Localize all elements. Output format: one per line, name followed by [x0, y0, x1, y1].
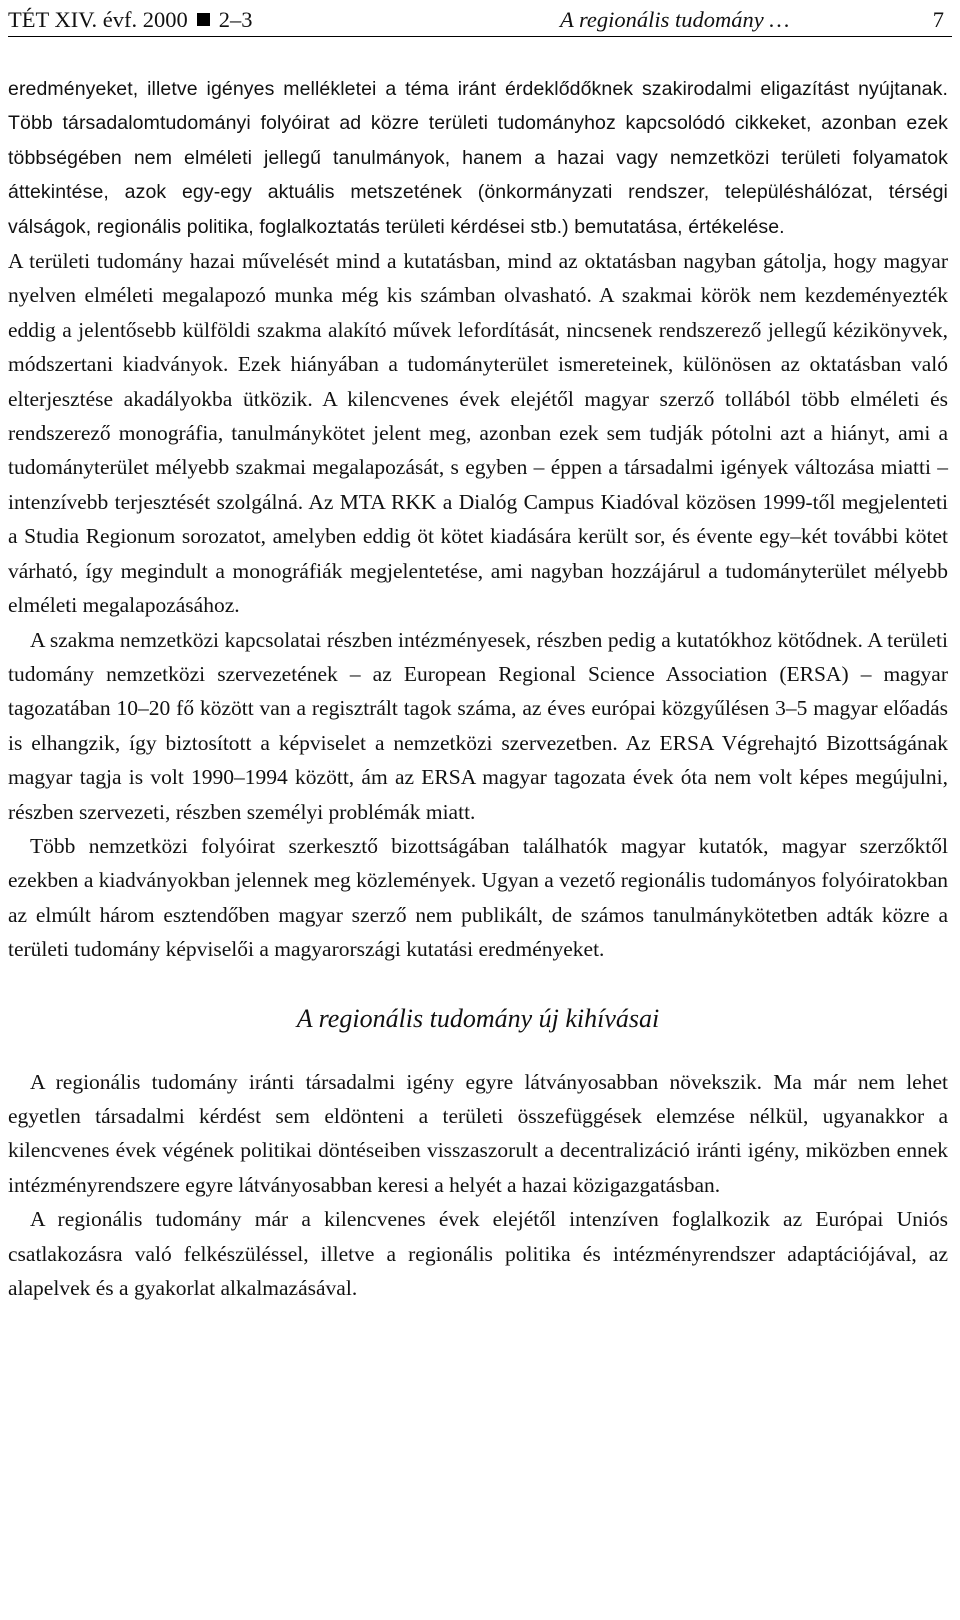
journal-info: [8, 4, 253, 36]
page-number: 7: [932, 7, 944, 32]
paragraph-3: Több nemzetközi folyóirat szerkesztő bizottságában találhatók magyar kutatók, magyar szerzőktől ezekben a kiadványokban jelennek meg közlemények. Ugyan a vezető regionális tudományos folyóiratokban az elmúlt három esztendőben magyar szerző nem publikált, de számos tanulmánykötetben adták közre a területi tudomány képviselői a magyarországi kutatási eredményeket.: [8, 833, 948, 962]
journal-name: TÉT XIV. évf. 2000: [8, 7, 188, 32]
paragraph-2: A szakma nemzetközi kapcsolatai részben intézményesek, részben pedig a kutatókhoz kötődnek. A területi tudomány nemzetközi szervezetének – az European Regional Science Association (ERSA) – magyar tagozatában 10–20 fő között van a regisztrált tagok száma, az éves európai közgyűlésen 3–5 magyar előadás is elhangzik, így biztosított a képviselet a nemzetközi szervezetben. Az ERSA Végrehajtó Bizottságának magyar tagja is volt 1990–1994 között, ám az ERSA magyar tagozata évek óta nem volt képes megújulni, részben szervezeti, részben személyi problémák miatt.: [8, 627, 948, 824]
article-body: [8, 72, 948, 1305]
paragraph-1-sans: eredményeket, illetve igényes mellékletei a téma iránt érdeklődőknek szakirodalmi eligazítást nyújtanak. Több társadalomtudományi folyóirat ad közre területi tudományhoz kapcsolódó cikkeket, azonban ezek többségében nem elméleti jellegű tanulmányok, hanem a hazai vagy nemzetközi területi folyamatok áttekintése, azok egy-egy aktuális metszetének (önkormányzati rendszer, településhálózat, térségi válságok, regionális politika, foglalkoztatás területi kérdései stb.) bemutatása, értékelése.: [8, 78, 948, 238]
running-title: A regionális tudomány …: [560, 7, 790, 32]
paragraph-1-serif: A területi tudomány hazai művelését mind a kutatásban, mind az oktatásban nagyban gátolja, hogy magyar nyelven elméleti megalapozó munka még kis számban olvasható. A szakmai körök nem kezdeményezték eddig a jelentősebb külföldi szakma alakító művek lefordítását, nincsenek rendszerező jellegű kézikönyvek, módszertani kiadványok. Ezek hiányában a tudományterület ismereteinek, különösen az oktatásban való elterjesztése akadályokba ütközik. A kilencvenes évek elejétől magyar szerző tollából több elméleti és rendszerező monográfia, tanulmánykötet jelent meg, azonban ezek sem tudják pótolni azt a hiányt, ami a tudományterület mélyebb szakmai megalapozását, s egyben – éppen a társadalmi igények változása miatti – intenzívebb terjesztését szolgálná. Az MTA RKK a Dialóg Campus Kiadóval közösen 1999-től megjelenteti a Studia Regionum sorozatot, amelyben eddig öt kötet kiadására került sor, és évente egy–két további kötet várható, így megindult a monográfiák megjelentetése, ami nagyban hozzájárul a tudományterület mélyebb elméleti megalapozásához.: [8, 249, 948, 618]
page-header: [8, 4, 952, 37]
black-square-icon: [197, 13, 210, 26]
section-title: A regionális tudomány új kihívásai: [296, 1003, 660, 1033]
paragraph-5: A regionális tudomány már a kilencvenes évek elejétől intenzíven foglalkozik az Európai Uniós csatlakozásra való felkészüléssel, illetve a regionális politika és intézményrendszer adaptációjával, az alapelvek és a gyakorlat alkalmazásával.: [8, 1207, 948, 1300]
paragraph-4: A regionális tudomány iránti társadalmi igény egyre látványosabban növekszik. Ma már nem lehet egyetlen társadalmi kérdést sem eldönteni a területi összefüggések elemzése nélkül, ugyanakkor a kilencvenes évek végének politikai döntéseiben visszaszorult a decentralizáció iránti igény, miközben ennek intézményrendszere egyre látványosabban keresi a helyét a hazai közigazgatásban.: [8, 1069, 948, 1197]
issue-number: 2–3: [218, 7, 253, 32]
